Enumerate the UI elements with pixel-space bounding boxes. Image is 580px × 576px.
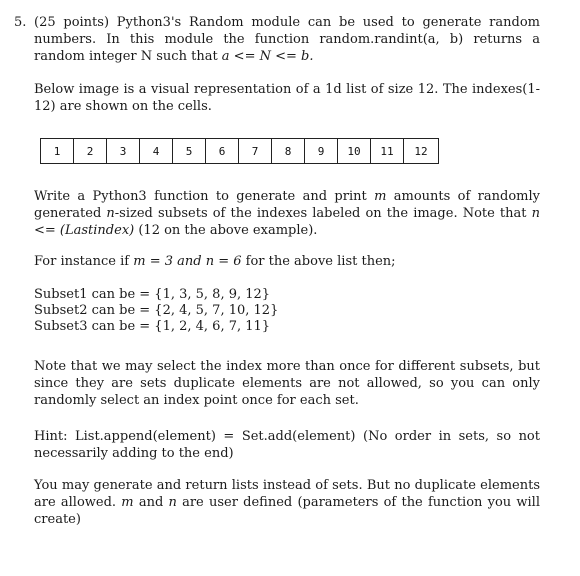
- list-cell: 6: [206, 139, 239, 163]
- intro-text: (25 points) Python3's Random module can be used to generate random numbers. In this module the function random.randint(a, b) returns a random integer N such that: [34, 15, 540, 64]
- list-cell: 5: [173, 139, 206, 163]
- hint-paragraph: Hint: List.append(element) = Set.add(element) (No order in sets, so not necessarily adding to the end): [34, 429, 540, 461]
- instance-text-2: for the above list then;: [241, 254, 396, 269]
- intro-math: a <= N <= b.: [221, 49, 314, 64]
- task-text-3: -sized subsets of the indexes labeled on the image. Note that: [114, 206, 532, 221]
- task-description: [34, 188, 540, 239]
- list-cell: 3: [107, 139, 140, 163]
- task-text-1: Write a Python3 function to generate and print: [34, 189, 375, 204]
- list-cell: 4: [140, 139, 173, 163]
- task-text-2: amounts of randomly generated: [34, 189, 541, 221]
- subset-examples: [34, 287, 278, 335]
- list-cell: 10: [338, 139, 371, 163]
- final-and: and: [133, 495, 169, 510]
- final-paragraph: [34, 477, 540, 528]
- instance-line: [34, 253, 540, 270]
- final-m: m: [121, 495, 134, 510]
- task-text-4: (12 on the above example).: [134, 223, 318, 238]
- list-cell: 8: [272, 139, 305, 163]
- task-n: n: [106, 206, 115, 221]
- question-intro: [34, 14, 540, 65]
- list-cell: 2: [74, 139, 107, 163]
- list-cells: [40, 138, 439, 164]
- question-number: 5.: [14, 15, 27, 30]
- instance-math: m = 3 and n = 6: [133, 254, 242, 269]
- task-m: m: [374, 189, 387, 204]
- task-math: n <= (Lastindex): [34, 206, 540, 238]
- note-paragraph: Note that we may select the index more than once for different subsets, but since they are sets duplicate elements are not allowed, so you can only randomly select an index point once for each set.: [34, 359, 540, 408]
- final-text-1: You may generate and return lists instead of sets. But no duplicate elements are allowed.: [34, 478, 540, 510]
- subset-line: Subset3 can be = {1, 2, 4, 6, 7, 11}: [34, 319, 271, 334]
- final-text-2: are user defined (parameters of the function you will create): [34, 495, 540, 527]
- list-cell: 9: [305, 139, 338, 163]
- list-cell: 11: [371, 139, 404, 163]
- instance-text-1: For instance if: [34, 254, 134, 269]
- subset-line: Subset2 can be = {2, 4, 5, 7, 10, 12}: [34, 303, 279, 318]
- list-cell: 1: [41, 139, 74, 163]
- list-cell: 7: [239, 139, 272, 163]
- subset-line: Subset1 can be = {1, 3, 5, 8, 9, 12}: [34, 287, 271, 302]
- image-description: Below image is a visual representation of a 1d list of size 12. The indexes(1-12) are shown on the cells.: [34, 82, 540, 114]
- final-n: n: [168, 495, 177, 510]
- list-cell: 12: [414, 144, 428, 158]
